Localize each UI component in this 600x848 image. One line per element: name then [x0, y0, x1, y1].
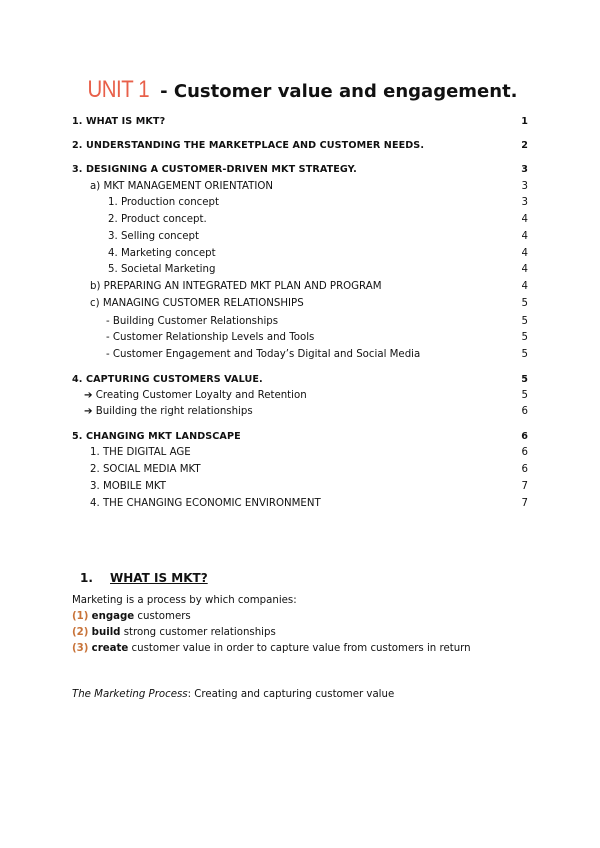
toc-entry-page: 6: [521, 431, 528, 442]
toc-entry-page: 7: [521, 498, 528, 509]
list-number: (2): [72, 627, 89, 638]
toc-entry-page: 5: [521, 349, 528, 360]
toc-entry-page: 7: [521, 481, 528, 492]
toc-entry-text: 2. Product concept.: [108, 214, 207, 225]
list-keyword: engage: [91, 611, 135, 622]
toc-entry-text: 3. DESIGNING A CUSTOMER-DRIVEN MKT STRATEGY.: [72, 164, 357, 175]
toc-entry-page: 6: [521, 464, 528, 475]
toc-entry-page: 4: [521, 264, 528, 275]
toc-entry-page: 6: [521, 406, 528, 417]
toc-entry-page: 5: [521, 316, 528, 327]
toc-entry-page: 4: [521, 231, 528, 242]
list-keyword: create: [91, 643, 129, 654]
section-title: WHAT IS MKT?: [110, 571, 208, 585]
toc-entry-page: 5: [521, 332, 528, 343]
list-text: customer value in order to capture value from customers in return: [128, 643, 471, 654]
toc-entry-text: a) MKT MANAGEMENT ORIENTATION: [90, 181, 274, 192]
unit-label: UNIT 1: [87, 76, 150, 103]
toc-entry-page: 5: [521, 390, 528, 401]
toc-entry-text: 5. CHANGING MKT LANDSCAPE: [72, 431, 241, 442]
list-number: (1): [72, 611, 89, 622]
toc-entry-page: 3: [521, 197, 528, 208]
toc-entry-text: 3. MOBILE MKT: [90, 481, 167, 492]
toc-entry-text: 1. THE DIGITAL AGE: [90, 447, 191, 458]
toc-entry-text: ➔ Creating Customer Loyalty and Retention: [84, 390, 307, 401]
list-text: customers: [134, 611, 191, 622]
process-caption-text: : Creating and capturing customer value: [187, 689, 395, 700]
toc-entry-text: b) PREPARING AN INTEGRATED MKT PLAN AND PROGRAM: [90, 281, 382, 292]
toc-entry-text: 4. THE CHANGING ECONOMIC ENVIRONMENT: [90, 498, 321, 509]
toc-entry-text: 1. Production concept: [108, 197, 220, 208]
toc-entry-text: 4. Marketing concept: [108, 248, 216, 259]
unit-subtitle: - Customer value and engagement.: [160, 81, 518, 102]
toc-entry-page: 3: [521, 164, 528, 175]
page-title: [0, 76, 600, 104]
toc-entry-text: 3. Selling concept: [108, 231, 199, 242]
toc-entry-page: 5: [521, 374, 528, 385]
process-caption-italic: The Marketing Process: [72, 689, 188, 700]
toc-entry-page: 6: [521, 447, 528, 458]
toc-entry-text: c) MANAGING CUSTOMER RELATIONSHIPS: [90, 298, 304, 309]
list-item: [72, 627, 276, 638]
toc-entry-text: 2. SOCIAL MEDIA MKT: [90, 464, 201, 475]
process-caption: [72, 689, 394, 700]
list-keyword: build: [91, 627, 121, 638]
intro-text: Marketing is a process by which companies:: [72, 595, 297, 606]
toc-entry-page: 2: [521, 140, 528, 151]
toc-entry-text: - Customer Relationship Levels and Tools: [106, 332, 315, 343]
toc-entry-page: 4: [521, 281, 528, 292]
toc-entry-text: 2. UNDERSTANDING THE MARKETPLACE AND CUSTOMER NEEDS.: [72, 140, 425, 151]
toc-entry-page: 1: [521, 116, 528, 127]
toc-entry-text: ➔ Building the right relationships: [84, 406, 253, 417]
section-heading: [80, 571, 208, 585]
section-number: 1.: [80, 571, 93, 585]
list-item: [72, 643, 471, 654]
toc-entry-text: - Customer Engagement and Today’s Digital and Social Media: [106, 349, 421, 360]
toc-entry-text: - Building Customer Relationships: [106, 316, 279, 327]
toc-entry-page: 3: [521, 181, 528, 192]
toc-entry-page: 4: [521, 214, 528, 225]
toc-entry-text: 1. WHAT IS MKT?: [72, 116, 166, 127]
list-text: strong customer relationships: [120, 627, 276, 638]
list-item: [72, 611, 191, 622]
toc-entry-page: 5: [521, 298, 528, 309]
toc-entry-text: 5. Societal Marketing: [108, 264, 216, 275]
list-number: (3): [72, 643, 89, 654]
toc-entry-page: 4: [521, 248, 528, 259]
toc-entry-text: 4. CAPTURING CUSTOMERS VALUE.: [72, 374, 263, 385]
